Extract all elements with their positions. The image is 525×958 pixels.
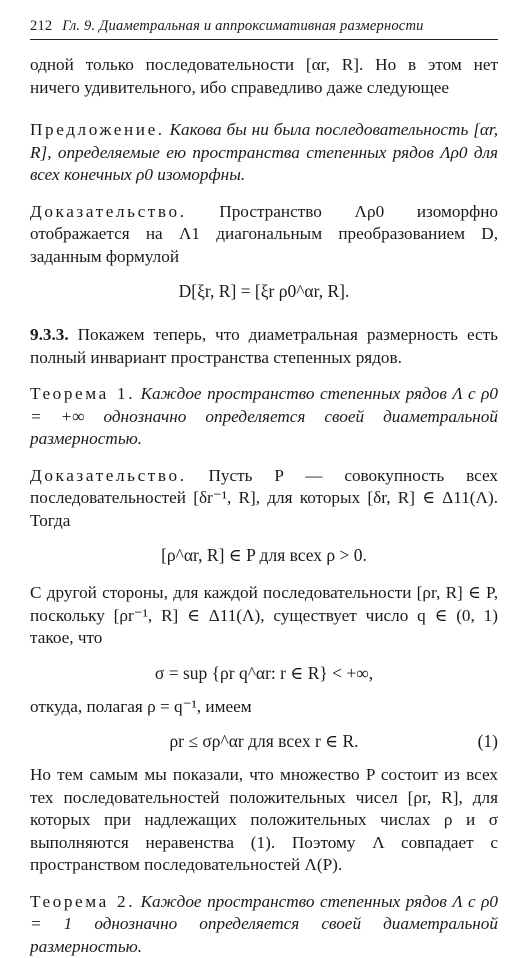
proof-1 [30,201,498,269]
proposition [30,119,498,187]
running-title: Гл. 9. Диаметральная и аппроксимативная размерности [62,18,423,34]
proof-2-text: Пусть P — совокупность всех последовательностей [δr⁻¹, R], для которых [δr, R] ∈ Δ11(Λ). Тогда [30,466,498,530]
formula-diagonal-map: D[ξr, R] = [ξr ρ0^αr, R]. [30,278,498,304]
page-number: 212 [30,18,52,34]
formula-membership: [ρ^αr, R] ∈ P для всех ρ > 0. [30,542,498,568]
theorem-1-text: Каждое пространство степенных рядов Λ с ρ0 = +∞ однозначно определяется своей диаметральной размерностью. [30,384,498,448]
proof-1-label: Доказательство. [30,202,187,221]
section-text: Покажем теперь, что диаметральная размерность есть полный инвариант пространства степенных рядов. [30,325,498,367]
running-header [30,18,498,40]
paragraph-whence: откуда, полагая ρ = q⁻¹, имеем [30,696,498,719]
equation-number: (1) [478,728,498,754]
book-page [30,18,498,958]
theorem-2-text: Каждое пространство степенных рядов Λ с ρ0 = 1 однозначно определяется своей диаметральной размерностью. [30,892,498,956]
proof-2-label: Доказательство. [30,466,187,485]
theorem-2 [30,891,498,958]
theorem-1-label: Теорема 1. [30,384,135,403]
formula-sigma-sup: σ = sup {ρr q^αr: r ∈ R} < +∞, [30,660,498,686]
paragraph-conclusion: Но тем самым мы показали, что множество P состоит из всех тех последовательностей положительных чисел [ρr, R], для которых при надлежащих положительных числах ρ и σ выполняются неравенства (1). Поэтому Λ совпадает с пространством последовательностей Λ(P). [30,764,498,877]
proof-1-text: Пространство Λρ0 изоморфно отображается на Λ1 диагональным преобразованием D, заданным формулой [30,202,498,266]
theorem-2-label: Теорема 2. [30,892,135,911]
inequality-text: ρr ≤ σρ^αr для всех r ∈ R. [169,731,358,751]
intro-line-2: ничего удивительного, ибо справедливо даже следующее [30,77,498,100]
proof-2 [30,465,498,533]
section-number: 9.3.3. [30,325,69,344]
paragraph-intro [30,54,498,99]
formula-inequality [30,728,498,754]
intro-line-1: одной только последовательности [αr, R]. Но в этом нет [30,54,498,77]
theorem-1 [30,383,498,451]
proposition-text: Какова бы ни была последовательность [αr, R], определяемые ею пространства степенных рядов Λρ0 для всех конечных ρ0 изоморфны. [30,120,498,184]
paragraph-other-side: С другой стороны, для каждой последовательности [ρr, R] ∈ P, поскольку [ρr⁻¹, R] ∈ Δ11(Λ), существует число q ∈ (0, 1) такое, что [30,582,498,650]
proposition-label: Предложение. [30,120,165,139]
section-9-3-3 [30,324,498,369]
